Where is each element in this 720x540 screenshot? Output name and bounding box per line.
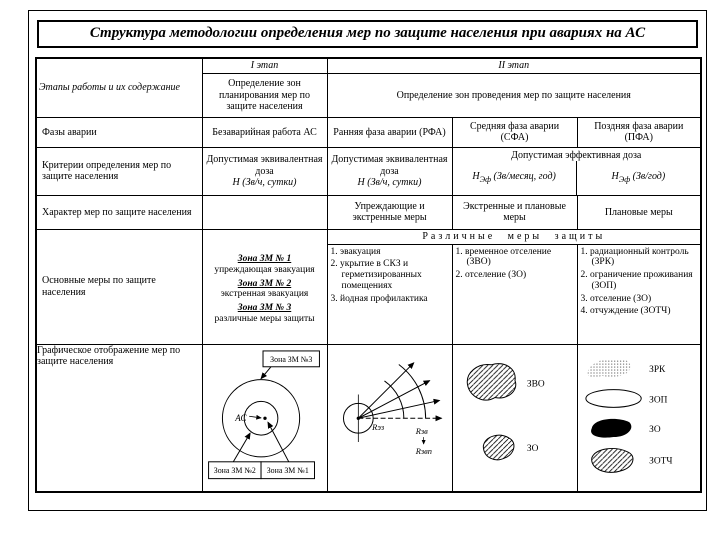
criteria-late-formula: $Н_{Эф}$ (Зв/год) [576,161,700,195]
zone1-map-label: Зона ЗМ №1 [266,465,309,475]
measures-middle-cell [452,244,577,344]
phase-early: Ранняя фаза аварии (РФА) [327,117,452,147]
graphics-row [36,344,701,492]
measure-item: 2. укрытие в СКЗ и герметизированных помещениях [330,259,422,291]
radii-diagram-cell [327,344,452,492]
row-header-graphics: Графическое отображение мер по защите населения [36,344,202,492]
zone2-name: Зона ЗМ № 2 [237,278,292,289]
zo-area-shape [591,419,631,438]
zop-label: ЗОП [648,395,667,406]
zone3-map-label: Зона ЗМ №3 [269,354,312,364]
character-pre [202,195,327,229]
criteria-pre-formula: Н (Зв/ч, сутки) [232,176,297,188]
radius-zv-label: Rзв [415,426,428,436]
zone1-name: Зона ЗМ № 1 [237,254,292,265]
zo-label: ЗО [526,443,538,454]
middle-phase-zones-diagram [453,345,577,492]
radius-ez-label: Rэз [371,422,384,432]
criteria-middle-formula: $Н_{Эф}$ (Зв/месяц, год) [472,171,556,185]
zone3-desc: различные меры защиты [214,313,315,324]
measure-item: 1. временное отселение (ЗВО) [455,246,552,268]
slide-frame [28,10,707,511]
late-phase-zones-diagram [578,345,701,492]
stage-header-row [36,58,701,73]
sector-ray [358,363,413,418]
title-box [37,20,698,48]
criteria-effective-label: Допустимая эффективная доза [511,149,642,161]
zvo-area-shape [467,364,516,400]
character-early: Упреждающие и экстренные меры [327,195,452,229]
phase-middle: Средняя фаза аварии (СФА) [452,117,577,147]
measure-item: 1. радиационный контроль (ЗРК) [580,246,689,268]
zone2-map-label: Зона ЗМ №2 [213,465,256,475]
phases-row [36,117,701,147]
character-middle: Экстренные и плановые меры [452,195,577,229]
zo-area-shape [483,435,514,459]
planning-zones-diagram [203,345,327,492]
measures-late-cell [577,244,701,344]
criteria-effective-cell [452,147,701,195]
methodology-table [35,57,702,493]
zrk-area-shape [587,359,630,378]
criteria-pre-label: Допустимая эквивалентная доза [206,154,323,177]
criteria-early-formula: Н (Зв/ч, сутки) [357,176,422,188]
criteria-pre [202,147,327,195]
station-label: АС [234,412,246,423]
stage2-header: II этап [327,58,701,73]
radii-diagram [328,345,452,492]
zone3-name: Зона ЗМ № 3 [237,302,292,313]
character-row [36,195,701,229]
zvo-label: ЗВО [526,379,545,390]
measures-header-row [36,229,701,244]
sector-ray [358,380,429,418]
zotch-label: ЗОТЧ [648,456,672,467]
middle-phase-diagram-cell [452,344,577,492]
criteria-row [36,147,701,195]
phase-pre: Безаварийная работа АС [202,117,327,147]
phase-late: Поздняя фаза аварии (ПФА) [577,117,701,147]
criteria-early [327,147,452,195]
measure-item: 1. эвакуация [330,246,381,257]
criteria-early-label: Допустимая эквивалентная доза [331,154,448,177]
stage2-desc: Определение зон проведения мер по защите населения [327,73,701,117]
planning-zones-diagram-cell [202,344,327,492]
measure-item: 4. отчуждение (ЗОТЧ) [580,306,671,317]
zone1-desc: упреждающая эвакуация [214,264,315,275]
stage1-desc: Определение зон планирования мер по защите населения [202,73,327,117]
row-header-phases: Фазы аварии [36,117,202,147]
row-header-criteria: Критерии определения мер по защите населения [36,147,202,195]
measure-item: 2. ограничение проживания (ЗОП) [580,270,693,291]
various-measures-header: Различные меры защиты [327,229,701,244]
character-late: Плановые меры [577,195,701,229]
measure-item: 3. йодная профилактика [330,293,428,304]
measure-item: 3. отселение (ЗО) [580,293,652,304]
radius-zvp-label: Rзвп [415,446,432,456]
outer-zone-circle [222,379,299,456]
planning-zones-cell [202,229,327,344]
station-dot [263,416,266,419]
zone2-desc: экстренная эвакуация [220,289,309,300]
measures-early-cell [327,244,452,344]
measure-item: 2. отселение (ЗО) [455,270,527,281]
zo-label: ЗО [648,424,661,435]
row-header-character: Характер мер по защите населения [36,195,202,229]
zotch-area-shape [591,448,632,472]
stage1-header: I этап [202,58,327,73]
late-phase-diagram-cell [577,344,701,492]
row-header-stages: Этапы работы и их содержание [36,58,202,117]
zrk-label: ЗРК [648,364,665,375]
page-title: Структура методологии определения мер по защите населения при авариях на АС [89,25,646,41]
zop-area-shape [585,389,640,407]
inner-zone-circle [244,401,278,435]
row-header-measures: Основные меры по защите населения [36,229,202,344]
